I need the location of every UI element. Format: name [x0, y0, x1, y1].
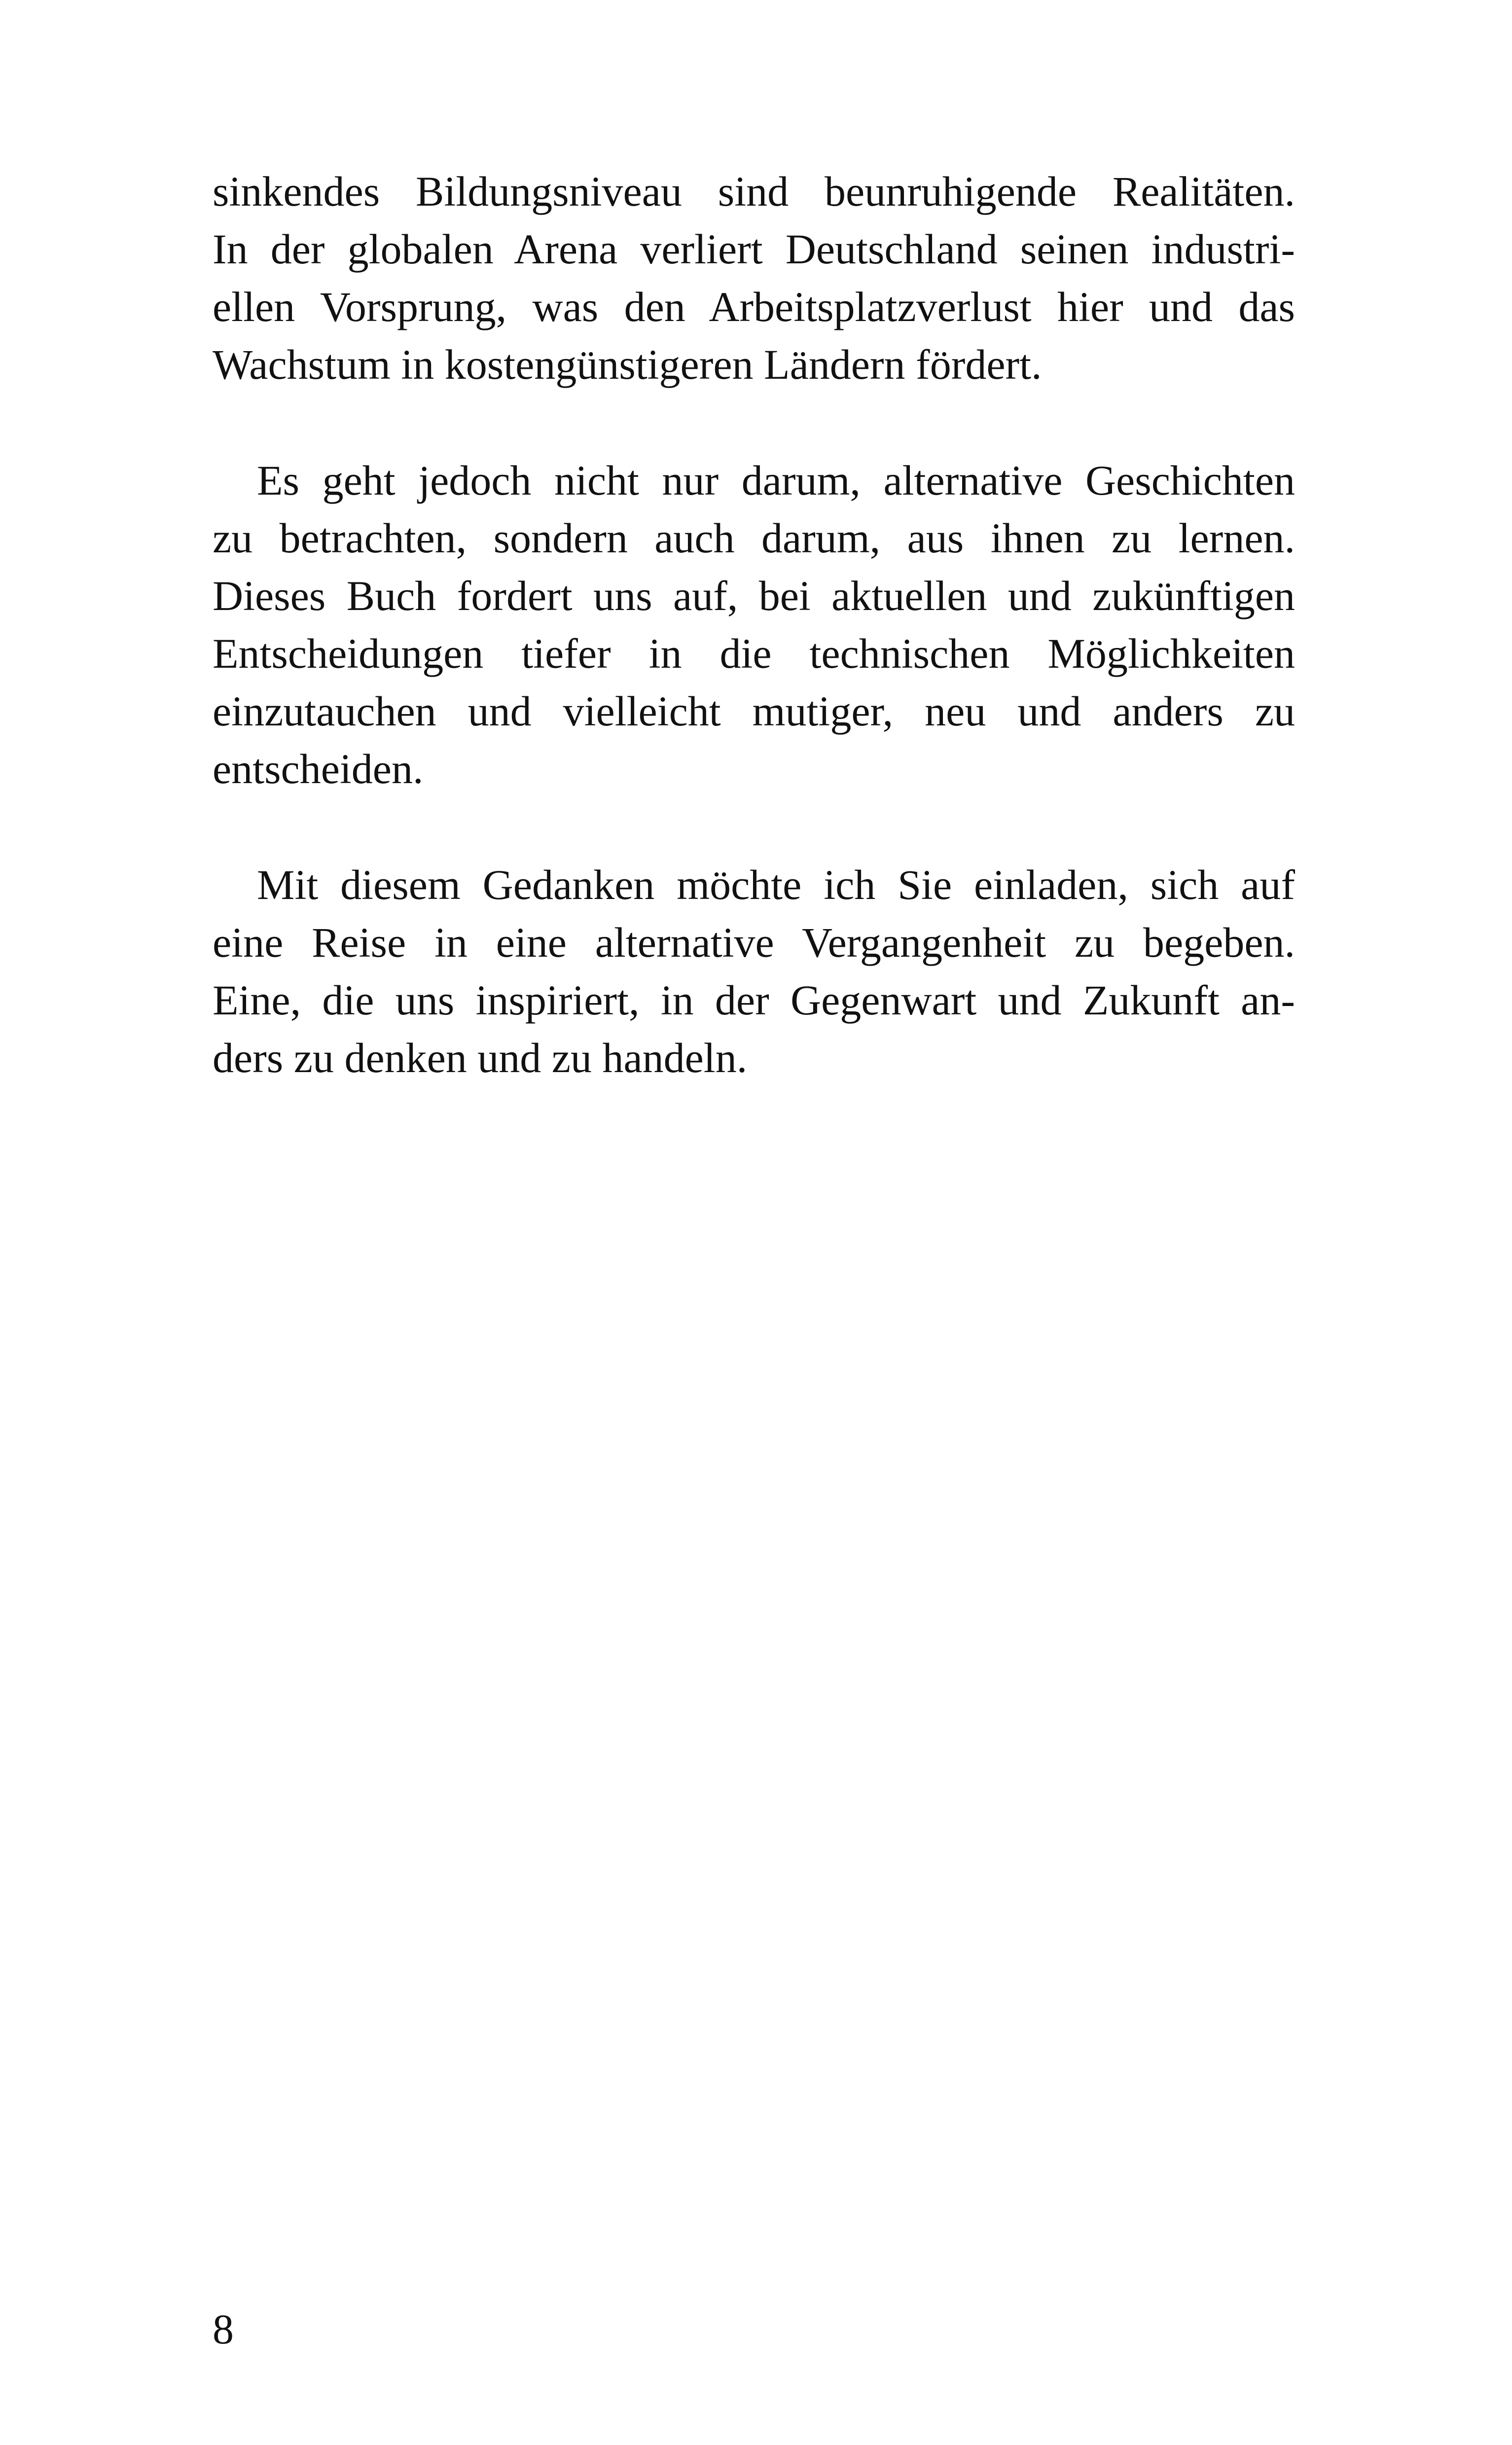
text-line: In der globalen Arena verliert Deutschland seinen industri-: [213, 225, 1295, 273]
text-line: ders zu denken und zu handeln.: [213, 1034, 748, 1081]
text-line: zu betrachten, sondern auch darum, aus ihnen zu lernen.: [213, 514, 1295, 562]
text-line: eine Reise in eine alternative Vergangenheit zu begeben.: [213, 919, 1295, 966]
page-number: 8: [213, 2305, 234, 2353]
text-line: Es geht jedoch nicht nur darum, alternative Geschichten: [257, 457, 1295, 504]
paragraph-1: [213, 163, 1295, 394]
paragraph-3: [213, 856, 1295, 1087]
text-line: Eine, die uns inspiriert, in der Gegenwart und Zukunft an-: [213, 976, 1295, 1024]
paragraph-2: [213, 452, 1295, 798]
text-line: Mit diesem Gedanken möchte ich Sie einladen, sich auf: [257, 861, 1295, 908]
text-line: Wachstum in kostengünstigeren Ländern fördert.: [213, 341, 1042, 388]
text-line: ellen Vorsprung, was den Arbeitsplatzverlust hier und das: [213, 283, 1295, 330]
text-line: Dieses Buch fordert uns auf, bei aktuellen und zukünftigen: [213, 572, 1295, 619]
text-line: sinkendes Bildungsniveau sind beunruhigende Realitäten.: [213, 168, 1295, 215]
body-text: [213, 163, 1295, 1145]
text-line: Entscheidungen tiefer in die technischen Möglichkeiten: [213, 630, 1295, 677]
text-line: entscheiden.: [213, 745, 424, 792]
text-line: einzutauchen und vielleicht mutiger, neu und anders zu: [213, 687, 1295, 735]
